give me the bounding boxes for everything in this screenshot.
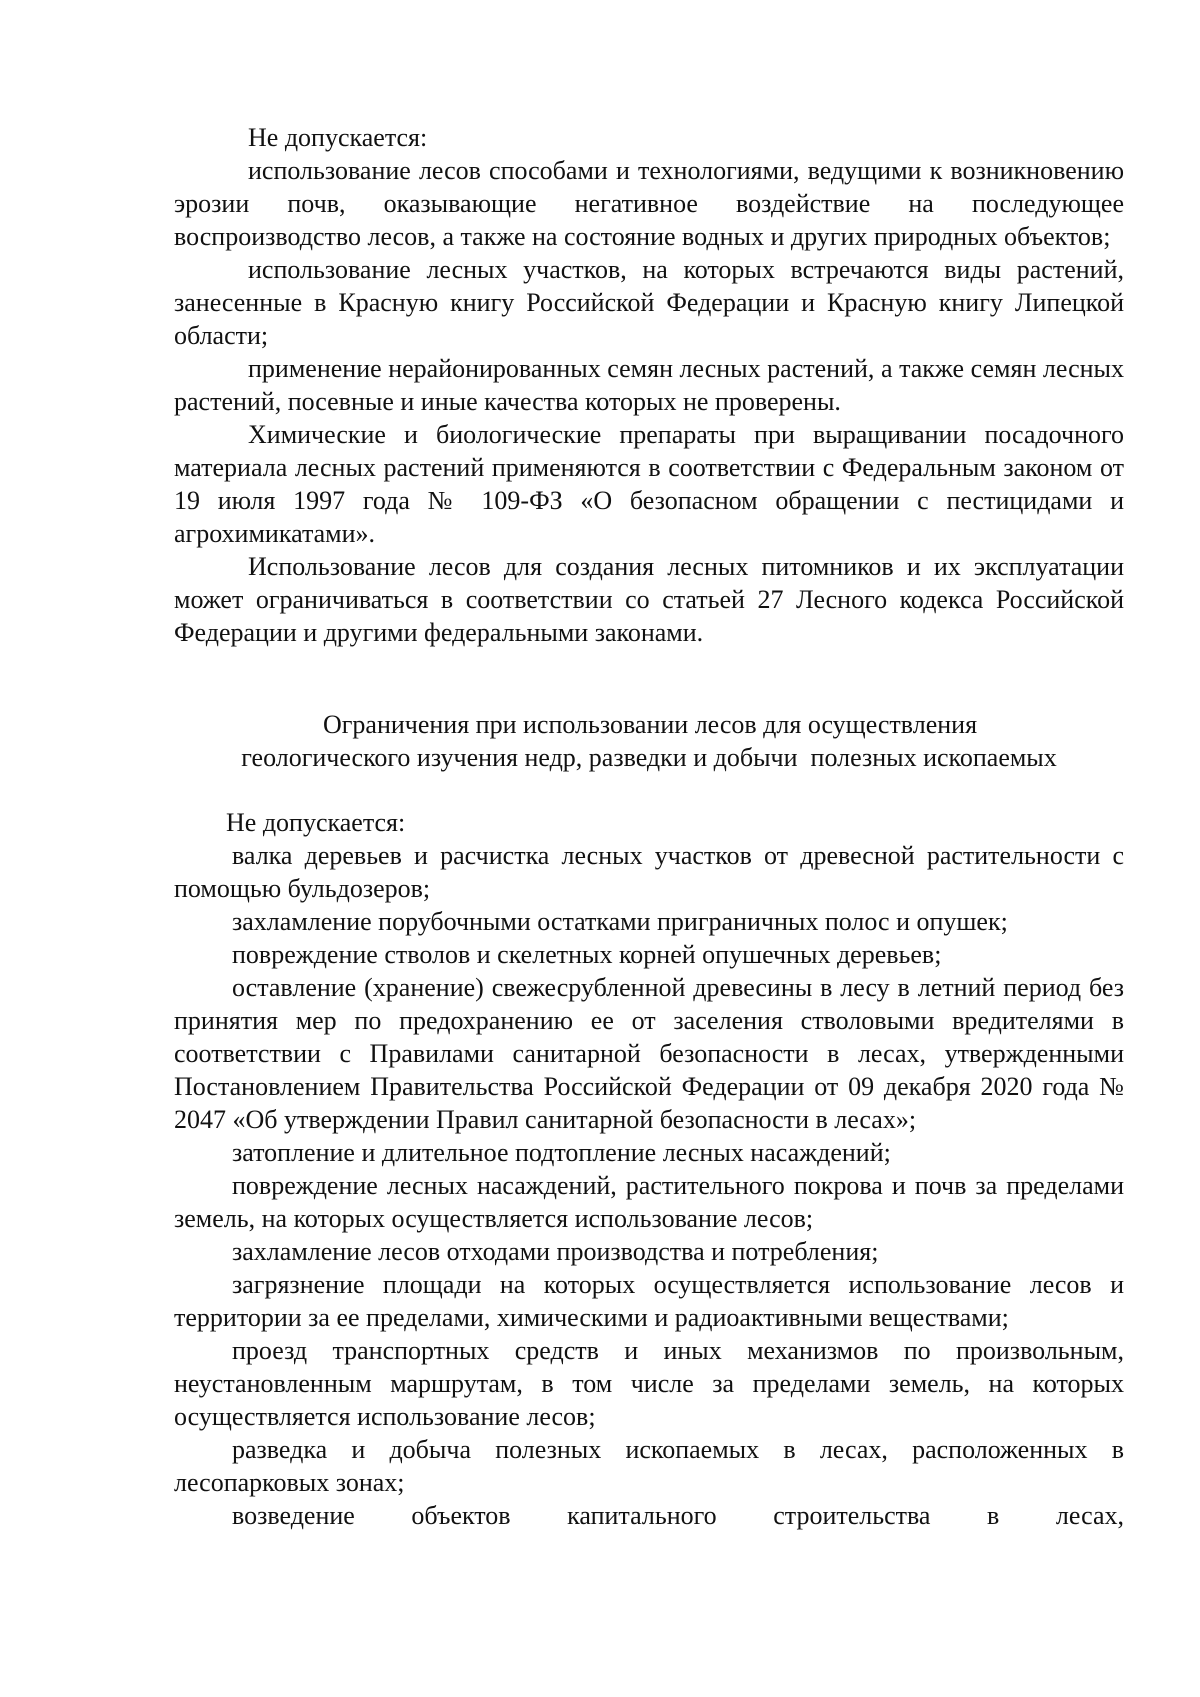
heading-line-2: геологического изучения недр, разведки и добычи полезных ископаемых <box>241 743 1057 772</box>
list-item: оставление (хранение) свежесрубленной древесины в лесу в летний период без принятия мер по предохранению ее от заселения стволовыми вредителями в соответствии с Правилами санитарной безопасности в лесах, утвержденными Постановлением Правительства Российской Федерации от 09 декабря 2020 года № 2047 «Об утверждении Правил санитарной безопасности в лесах»; <box>174 973 1137 1134</box>
list-item: использование лесных участков, на которых встречаются виды растений, занесенные в Красную книгу Российской Федерации и Красную книгу Липецкой области; <box>174 255 1124 350</box>
section-heading <box>174 708 1124 774</box>
list-item: использование лесов способами и технологиями, ведущими к возникновению эрозии почв, оказывающие негативное воздействие на последующее воспроизводство лесов, а также на состояние водных и других природных объектов; <box>174 156 1124 251</box>
section-restrictions-forest-use <box>174 121 1124 649</box>
section-restrictions-geology <box>174 806 1137 1532</box>
paragraph-chemicals: Химические и биологические препараты при выращивании посадочного материала лесных растений применяются в соответствии с Федеральным законом от 19 июля 1997 года № 109-ФЗ «О безопасном обращении с пестицидами и агрохимикатами». <box>174 420 1124 548</box>
intro-not-allowed: Не допускается: <box>248 123 428 152</box>
list-item: повреждение стволов и скелетных корней опушечных деревьев; <box>232 940 942 969</box>
list-item: валка деревьев и расчистка лесных участков от древесной растительности с помощью бульдозеров; <box>174 841 1124 903</box>
list-item: загрязнение площади на которых осуществляется использование лесов и территории за ее пределами, химическими и радиоактивными веществами; <box>174 1270 1124 1332</box>
list-item: захламление порубочными остатками приграничных полос и опушек; <box>232 907 1008 936</box>
list-item: проезд транспортных средств и иных механизмов по произвольным, неустановленным маршрутам, в том числе за пределами земель, на которых осуществляется использование лесов; <box>174 1336 1124 1431</box>
list-item: возведение объектов капитального строительства в лесах, <box>232 1501 1124 1530</box>
list-item: захламление лесов отходами производства и потребления; <box>232 1237 879 1266</box>
list-item: повреждение лесных насаждений, растительного покрова и почв за пределами земель, на которых осуществляется использование лесов; <box>174 1171 1124 1233</box>
paragraph-nurseries: Использование лесов для создания лесных питомников и их эксплуатации может ограничиваться в соответствии со статьей 27 Лесного кодекса Российской Федерации и другими федеральными законами. <box>174 552 1124 647</box>
list-item: применение нерайонированных семян лесных растений, а также семян лесных растений, посевные и иные качества которых не проверены. <box>174 354 1124 416</box>
heading-line-1: Ограничения при использовании лесов для осуществления <box>322 710 978 739</box>
list-item: затопление и длительное подтопление лесных насаждений; <box>232 1138 891 1167</box>
list-item: разведка и добыча полезных ископаемых в лесах, расположенных в лесопарковых зонах; <box>174 1435 1124 1497</box>
intro-not-allowed: Не допускается: <box>226 808 406 837</box>
